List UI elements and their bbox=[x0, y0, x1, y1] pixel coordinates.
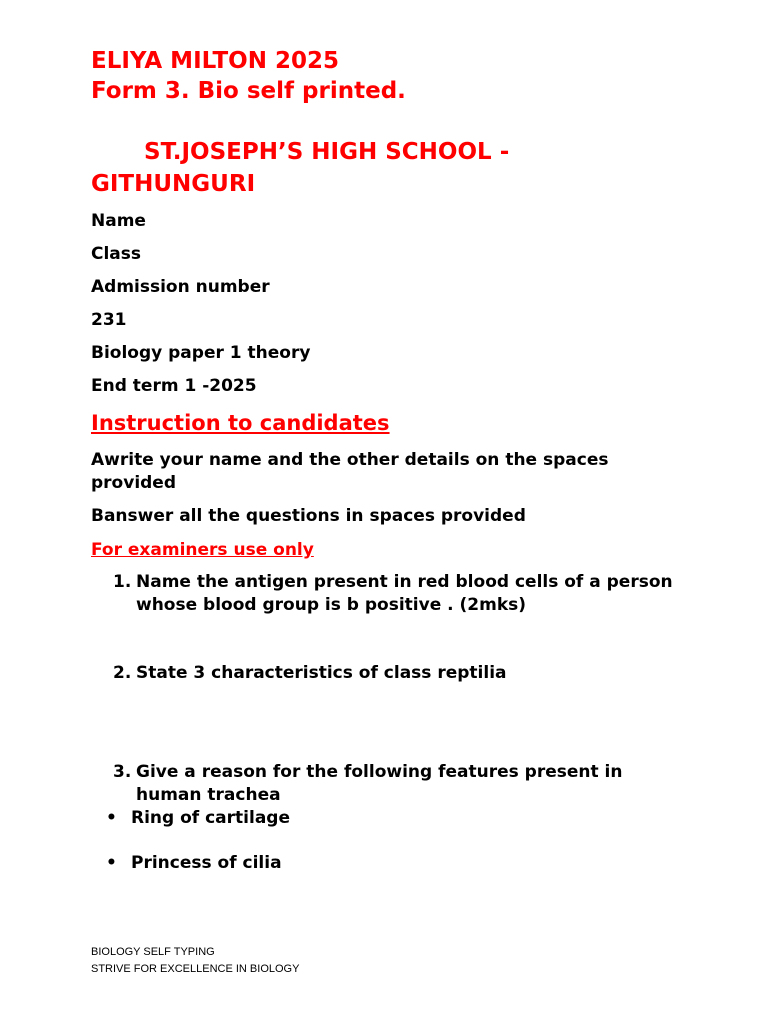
page-footer bbox=[91, 944, 299, 978]
examiners-use-label: For examiners use only bbox=[91, 540, 314, 560]
question-text: State 3 characteristics of class reptilia bbox=[136, 663, 507, 683]
footer-line2: STRIVE FOR EXCELLENCE IN BIOLOGY bbox=[91, 963, 300, 975]
paper-title: Biology paper 1 theory bbox=[91, 343, 311, 363]
school-name bbox=[91, 136, 711, 200]
exam-term: End term 1 -2025 bbox=[91, 376, 257, 396]
class-field-label: Class bbox=[91, 244, 142, 264]
footer-line1: BIOLOGY SELF TYPING bbox=[91, 946, 215, 958]
question-number: 3. bbox=[113, 762, 132, 782]
instruction-a: Awrite your name and the other details on the spaces provided bbox=[91, 450, 609, 493]
bullet-item bbox=[106, 807, 290, 829]
bullet-text: Princess of cilia bbox=[131, 853, 282, 873]
school-name-line2: GITHUNGURI bbox=[91, 171, 256, 197]
question-text: Give a reason for the following features present in human trachea bbox=[136, 762, 623, 805]
question-2 bbox=[113, 662, 673, 685]
question-number: 2. bbox=[113, 663, 132, 683]
paper-code: 231 bbox=[91, 310, 127, 330]
admission-number-label: Admission number bbox=[91, 277, 270, 297]
author-year-line: ELIYA MILTON 2025 bbox=[91, 48, 339, 74]
instructions-heading: Instruction to candidates bbox=[91, 411, 390, 435]
name-field-label: Name bbox=[91, 211, 146, 231]
bullet-item bbox=[106, 852, 282, 874]
question-1 bbox=[113, 571, 673, 617]
bullet-icon: • bbox=[106, 808, 117, 828]
bullet-text: Ring of cartilage bbox=[131, 808, 290, 828]
school-name-line1: ST.JOSEPH’S HIGH SCHOOL - bbox=[144, 139, 510, 165]
instruction-b: Banswer all the questions in spaces provided bbox=[91, 506, 526, 526]
document-header bbox=[91, 46, 406, 106]
question-number: 1. bbox=[113, 572, 132, 592]
question-text: Name the antigen present in red blood cells of a person whose blood group is b positive . (2mks) bbox=[136, 572, 673, 615]
bullet-icon: • bbox=[106, 853, 117, 873]
form-line: Form 3. Bio self printed. bbox=[91, 78, 406, 104]
question-3 bbox=[113, 761, 673, 807]
